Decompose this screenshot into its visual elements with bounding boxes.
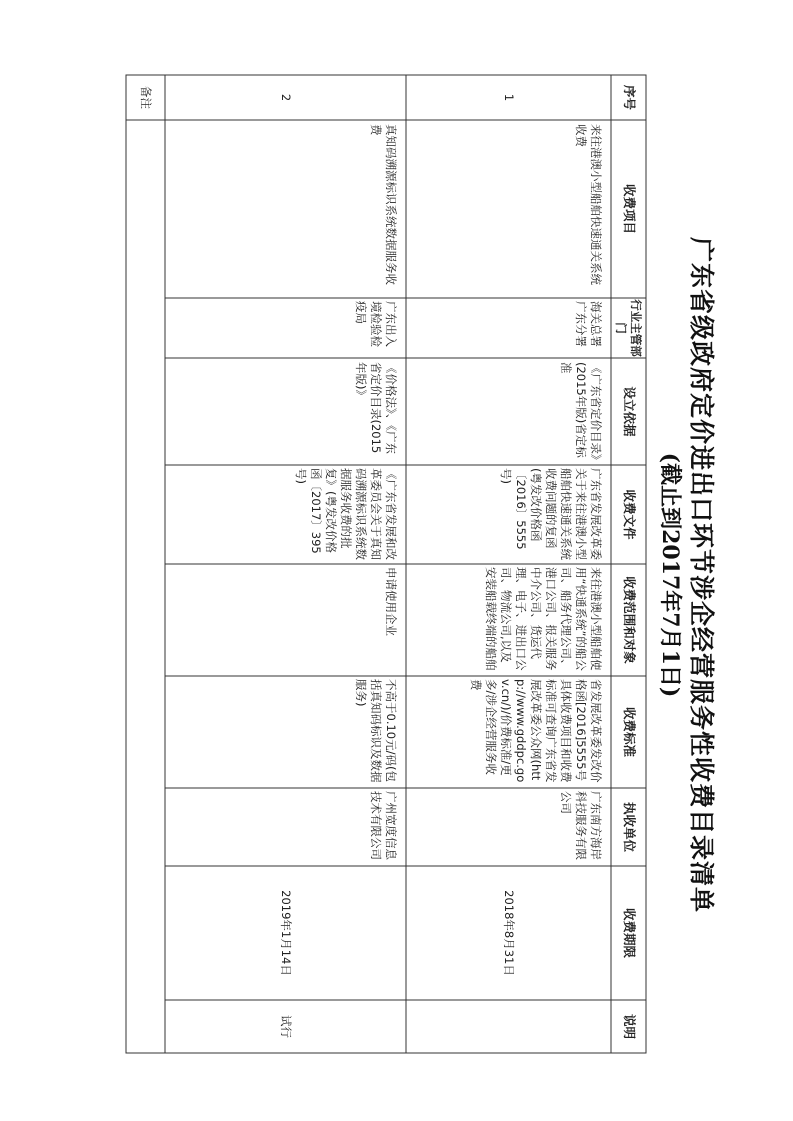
row1-period: 2018年8月31日 <box>501 890 516 976</box>
col-header-period: 收费期限 <box>621 907 637 958</box>
remark-label: 备注 <box>138 86 153 109</box>
col-header-note: 说明 <box>621 1013 637 1039</box>
col-header-no: 序号 <box>621 84 637 110</box>
row2-period: 2019年1月14日 <box>278 890 293 976</box>
col-header-basis: 设立依据 <box>621 386 637 437</box>
row2-scope: 申请使用企业 <box>384 567 398 636</box>
row2-collector: 广州宽度信息技术有限公司 <box>369 791 398 860</box>
row1-basis: 《广东省定价目录》(2015年版)省定标准 <box>559 362 603 460</box>
remark-text <box>129 124 161 1049</box>
row2-note: 试行 <box>278 1015 293 1038</box>
row2-standard: 不高于0.10元/码(包括真知码标识及数据服务) <box>354 679 398 783</box>
col-header-item: 收费项目 <box>621 183 637 234</box>
col-header-document: 收费文件 <box>621 489 637 540</box>
row2-no: 2 <box>278 93 293 102</box>
row2-department: 广东出入境检验检疫局 <box>354 301 398 347</box>
row1-standard: 省发展改革委发改价格函[2016]5555号具体收费项目和收费标准可查询广东省发展改革委公众网(http://www.gddpc.gov.cn/)/价费标准/更多/涉企经营服务收费 <box>469 679 603 783</box>
col-header-collector: 执收单位 <box>621 801 637 852</box>
row1-document: 广东省发展改革委关于来往港澳小型船舶快速通关系统收费问题的复函(粤发改价格函〔2016〕5555号) <box>499 468 603 560</box>
page-subtitle: (截止到2017年7月1日) <box>657 452 683 698</box>
row2-basis: 《价格法》、《广东省定价目录(2015年版)》 <box>354 362 398 454</box>
row1-collector: 广东南方海岸科技服务有限公司 <box>559 791 603 860</box>
row1-note <box>406 1000 611 1053</box>
row1-item: 来往港澳小型船舶快速通关系统收费 <box>574 124 603 285</box>
row1-scope: 来往港澳小型船舶使用“快通系统”的船公司、船务代理公司、港口公司、报关服务中介公司、货运代理、电子、进出口公司、物流公司,以及安装船载终端的船舶 <box>484 567 603 671</box>
col-header-scope: 收费范围和对象 <box>621 576 637 664</box>
col-header-standard: 收费标准 <box>621 706 637 757</box>
row1-department: 海关总署广东分署 <box>574 301 603 347</box>
page-title: 广东省级政府定价进出口环节涉企经营服务性收费目录清单 <box>687 236 716 913</box>
row2-item: 真知码溯源标识系统数据服务收费 <box>369 124 398 285</box>
row1-no: 1 <box>501 93 516 102</box>
row2-document: 《广东省发展和改革委员会关于真知码溯源标识系统数据服务收费的批复》(粤发改价格函〔2017〕395号) <box>294 468 398 560</box>
col-header-department: 行业主管部门 <box>614 299 644 357</box>
